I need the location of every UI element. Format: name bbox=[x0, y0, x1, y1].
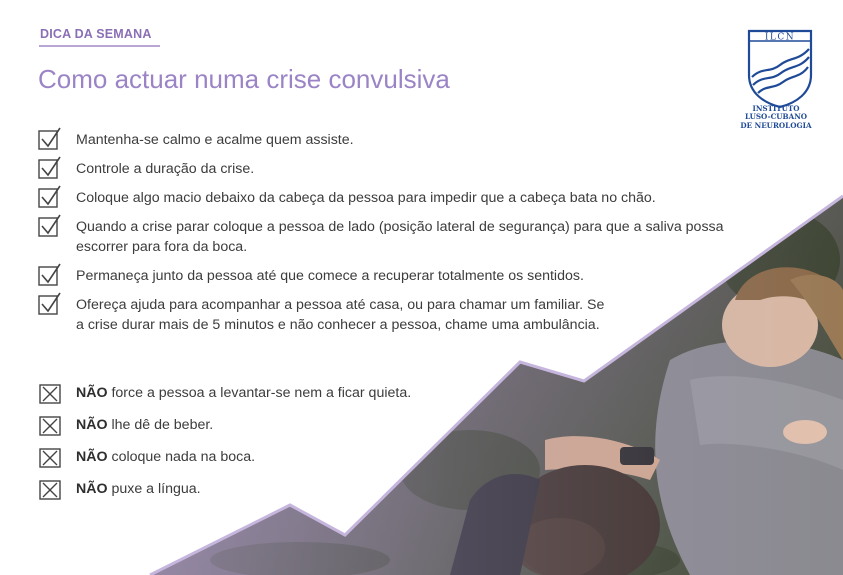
item-text: lhe dê de beber. bbox=[107, 417, 214, 433]
logo-wordmark bbox=[730, 105, 822, 130]
item-text: Ofereça ajuda para acompanhar a pessoa até casa, ou para chamar um familiar. Se a crise durar mais de 5 minutos e não conhecer a pessoa, chame uma ambulância. bbox=[76, 297, 605, 333]
checkbox-cross-icon bbox=[39, 480, 61, 500]
list-item bbox=[38, 217, 728, 257]
checkbox-check-icon bbox=[38, 214, 64, 238]
checkbox-cross-icon bbox=[39, 416, 61, 436]
item-text: Controle a duração da crise. bbox=[76, 161, 255, 177]
logo-line: INSTITUTO bbox=[752, 104, 800, 113]
item-text: Coloque algo macio debaixo da cabeça da pessoa para impedir que a cabeça bata no chão. bbox=[76, 190, 656, 206]
list-item bbox=[38, 295, 616, 335]
checkbox-check-icon bbox=[38, 127, 64, 151]
list-item bbox=[38, 479, 728, 499]
checkbox-check-icon bbox=[38, 185, 64, 209]
logo-line: LUSO-CUBANO bbox=[744, 112, 808, 122]
logo-abbrev: ILCN bbox=[764, 32, 796, 43]
list-item bbox=[38, 188, 728, 208]
checkbox-cross-icon bbox=[39, 448, 61, 468]
section-kicker: DICA DA SEMANA bbox=[40, 27, 152, 41]
negation-label: NÃO bbox=[76, 417, 108, 433]
negation-label: NÃO bbox=[76, 481, 108, 497]
checkbox-check-icon bbox=[38, 263, 64, 287]
negation-label: NÃO bbox=[76, 385, 108, 401]
dont-list bbox=[38, 383, 728, 511]
negation-label: NÃO bbox=[76, 449, 108, 465]
kicker-underline bbox=[39, 45, 160, 47]
logo-line: DE NEUROLOGIA bbox=[740, 120, 812, 130]
do-list bbox=[38, 130, 728, 344]
item-text: puxe a língua. bbox=[107, 481, 201, 497]
list-item bbox=[38, 383, 728, 403]
checkbox-cross-icon bbox=[39, 384, 61, 404]
list-item bbox=[38, 415, 728, 435]
item-text: coloque nada na boca. bbox=[107, 449, 256, 465]
checkbox-check-icon bbox=[38, 292, 64, 316]
checkbox-check-icon bbox=[38, 156, 64, 180]
item-text: Permaneça junto da pessoa até que comece a recuperar totalmente os sentidos. bbox=[76, 268, 584, 284]
list-item bbox=[38, 447, 728, 467]
item-text: Mantenha-se calmo e acalme quem assiste. bbox=[76, 132, 354, 148]
list-item bbox=[38, 266, 728, 286]
list-item bbox=[38, 130, 728, 150]
item-text: Quando a crise parar coloque a pessoa de lado (posição lateral de segurança) para que a saliva possa escorrer para fora da boca. bbox=[76, 219, 724, 255]
list-item bbox=[38, 159, 728, 179]
page-title: Como actuar numa crise convulsiva bbox=[38, 64, 450, 94]
item-text: force a pessoa a levantar-se nem a ficar quieta. bbox=[107, 385, 412, 401]
